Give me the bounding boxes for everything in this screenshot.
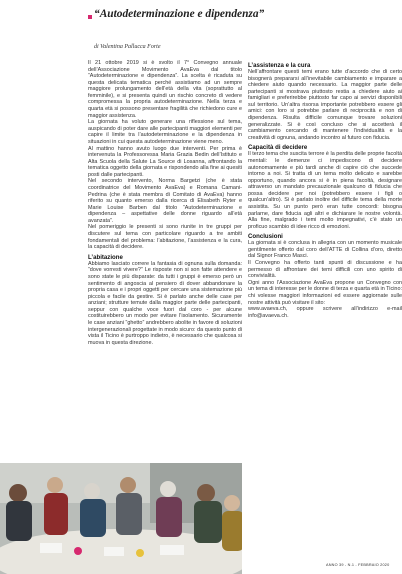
paragraph: Il Convegno ha offerto tanti spunti di discussione e ha permesso di affrontare dei temi difficili con uno spirito di convivialità. <box>248 260 402 280</box>
paragraph: Al mattino hanno avuto luogo due interventi. Per prima è intervenuta la Professoressa Maria Grazia Bedin dell’Istituto e Alta Scuola della Salute La Source di Losanna, affrontando la tematica oggetto della giornata e rispondendo alla fine ai quesiti posti dalle partecipanti. <box>88 145 242 178</box>
article-title: “Autodeterminazione e dipendenza” <box>94 8 265 20</box>
paragraph: Ogni anno l’Associazione AvaEva propone un Convegno con un tema di interesse per le donne di terza e quarta età in Ticino: chi volesse maggiori informazioni ed essere aggiornate sulle nostre attività può visitare il sito: <box>248 279 402 306</box>
meeting-photo <box>0 463 242 574</box>
paragraph: Il 21 ottobre 2019 si è svolto il 7° Convegno annuale dell’Associazione Movimento AvaEva dal titolo “Autodeterminazione e dipendenza”. La scelta è ricaduta su questa delicata tematica perché assistiamo ad un sempre maggiore prolungamento dell’età della vita (soprattutto al femminile), e si presenta quindi un rischio concreto di vedere compromessa la propria autodeterminazione. Nella terza e quarta età si possono presentare fragilità che richiedono cure e maggior assistenza. <box>88 60 242 119</box>
paragraph: La giornata ha voluto generare una riflessione sul tema, auspicando di poter dare alle partecipanti maggiori elementi per capire il limite tra l’autodeterminazione e la dipendenza in situazioni in cui questa autodeterminazione viene meno. <box>88 119 242 145</box>
paragraph: Il terzo tema che suscita terrore è la perdita delle proprie facoltà mentali: le demenze ci impediscono di decidere autonomamente e più tardi anche di capire ciò che succede intorno a noi. Si tratta di un tema molto delicato e sarebbe opportuno, quando ancora si è in piena facoltà, designare attraverso un mandato precauzionale qualcuno di fiducia che possa decidere per noi (potrebbero essere i figli o qualcun’altro). Si è parlato inoltre del difficile tema della morte assistita. Su un punto però eran tutte concordi: bisogna parlarne, dare fiducia agli altri e dichiarare le nostre volontà. Alla fine, malgrado i temi molto impegnativi, c’è stato un proficuo scambio di idee ricco di emozioni. <box>248 151 402 230</box>
section-heading-abitazione: L’abitazione <box>88 253 123 261</box>
paragraph: Nell’affrontare questi temi erano tutte d’accordo che di certo bisognerà prepararsi all’inevitabile cambiamento e imparare a chiedere aiuto quando necessario. La maggior parte delle partecipanti si mostrava piuttosto restia a chiedere aiuto ai famigliari e preferirebbe piuttosto far capo ai servizi disponibili sul territorio. Un’altra risorsa importante potrebbero essere gli amici: con loro si potrebbe parlare di reciprocità e non di dipendenza. Risulta difficile comunque trovare soluzioni generalizzate. Si è così concluso che si accetterà il cambiamento cercando di mantenere l’individualità e la creatività di ognuna, andando incontro al futuro con fiducia. <box>248 69 402 141</box>
brand-logo <box>2 8 28 128</box>
article-byline: di Valentina Pallucca Forte <box>94 44 161 50</box>
headline-accent <box>88 15 92 19</box>
paragraph: Abbiamo lasciato correre la fantasia di ognuna sulla domanda: “dove vorresti vivere?” Le risposte non si son fatte attendere e sono state le più disparate: da tutti i gruppi è emerso però un sentimento di angoscia al pensiero di dover abbandonare la propria casa e i propri oggetti per cercare una sistemazione più piccola e facile da gestire. Si è parlato anche delle case per anziani; strutture temute dalla maggior parte delle partecipanti, seppur con qualche voce fuori dal coro - per alcune costituirebbero un modo per evitare l’isolamento. Sicuramente le case anziani “ghetto” andrebbero abolite in favore di soluzioni intergenerazionali progettate in modo sicuro: da questo punto di vista il Ticino è purtroppo indietro, è necessario che qualcosa si muova in questa direzione. <box>88 260 242 346</box>
paragraph: La giornata si è conclusa in allegria con un momento musicale gentilmente offerto dal coro dell’ATTE di Collina d’oro, diretto dal Signor Franco Masci. <box>248 240 402 260</box>
paragraph: Nel secondo intervento, Norma Bargetzi (che è stata coordinatrice del Movimento AvaEva) e Romana Camani-Pedrina (che è stata membra di Comitato di AvaEva) hanno riferito su quanto emerso dalla ricerca di Elisabeth Ryter e Marie Louise Barben dal titolo “Autodeterminazione e dipendenza – aspettative delle donne riguardo all’età avanzata”. <box>88 178 242 224</box>
article-column-right <box>248 59 402 319</box>
brand-wordmark <box>2 8 28 128</box>
section-heading-capacita: Capacità di decidere <box>248 144 308 152</box>
page-footer: ANNO 39 - N.1 - FEBBRAIO 2020 <box>326 563 390 567</box>
paragraph: www.avaeva.ch, oppure scrivere all’indirizzo e-mail info@avaeva.ch. <box>248 306 402 319</box>
article-column-left <box>88 60 242 346</box>
section-heading-assistenza: L’assistenza e la cura <box>248 62 311 69</box>
section-heading-conclusioni: Conclusioni <box>248 233 283 241</box>
meeting-photo-illustration <box>0 463 242 574</box>
paragraph: Nel pomeriggio le presenti si sono riunite in tre gruppi per discutere sul tema con particolare riguardo a tre ambiti fondamentali del problema: l’abitazione, l’assistenza e la cura, la capacità di decidere. <box>88 224 242 251</box>
